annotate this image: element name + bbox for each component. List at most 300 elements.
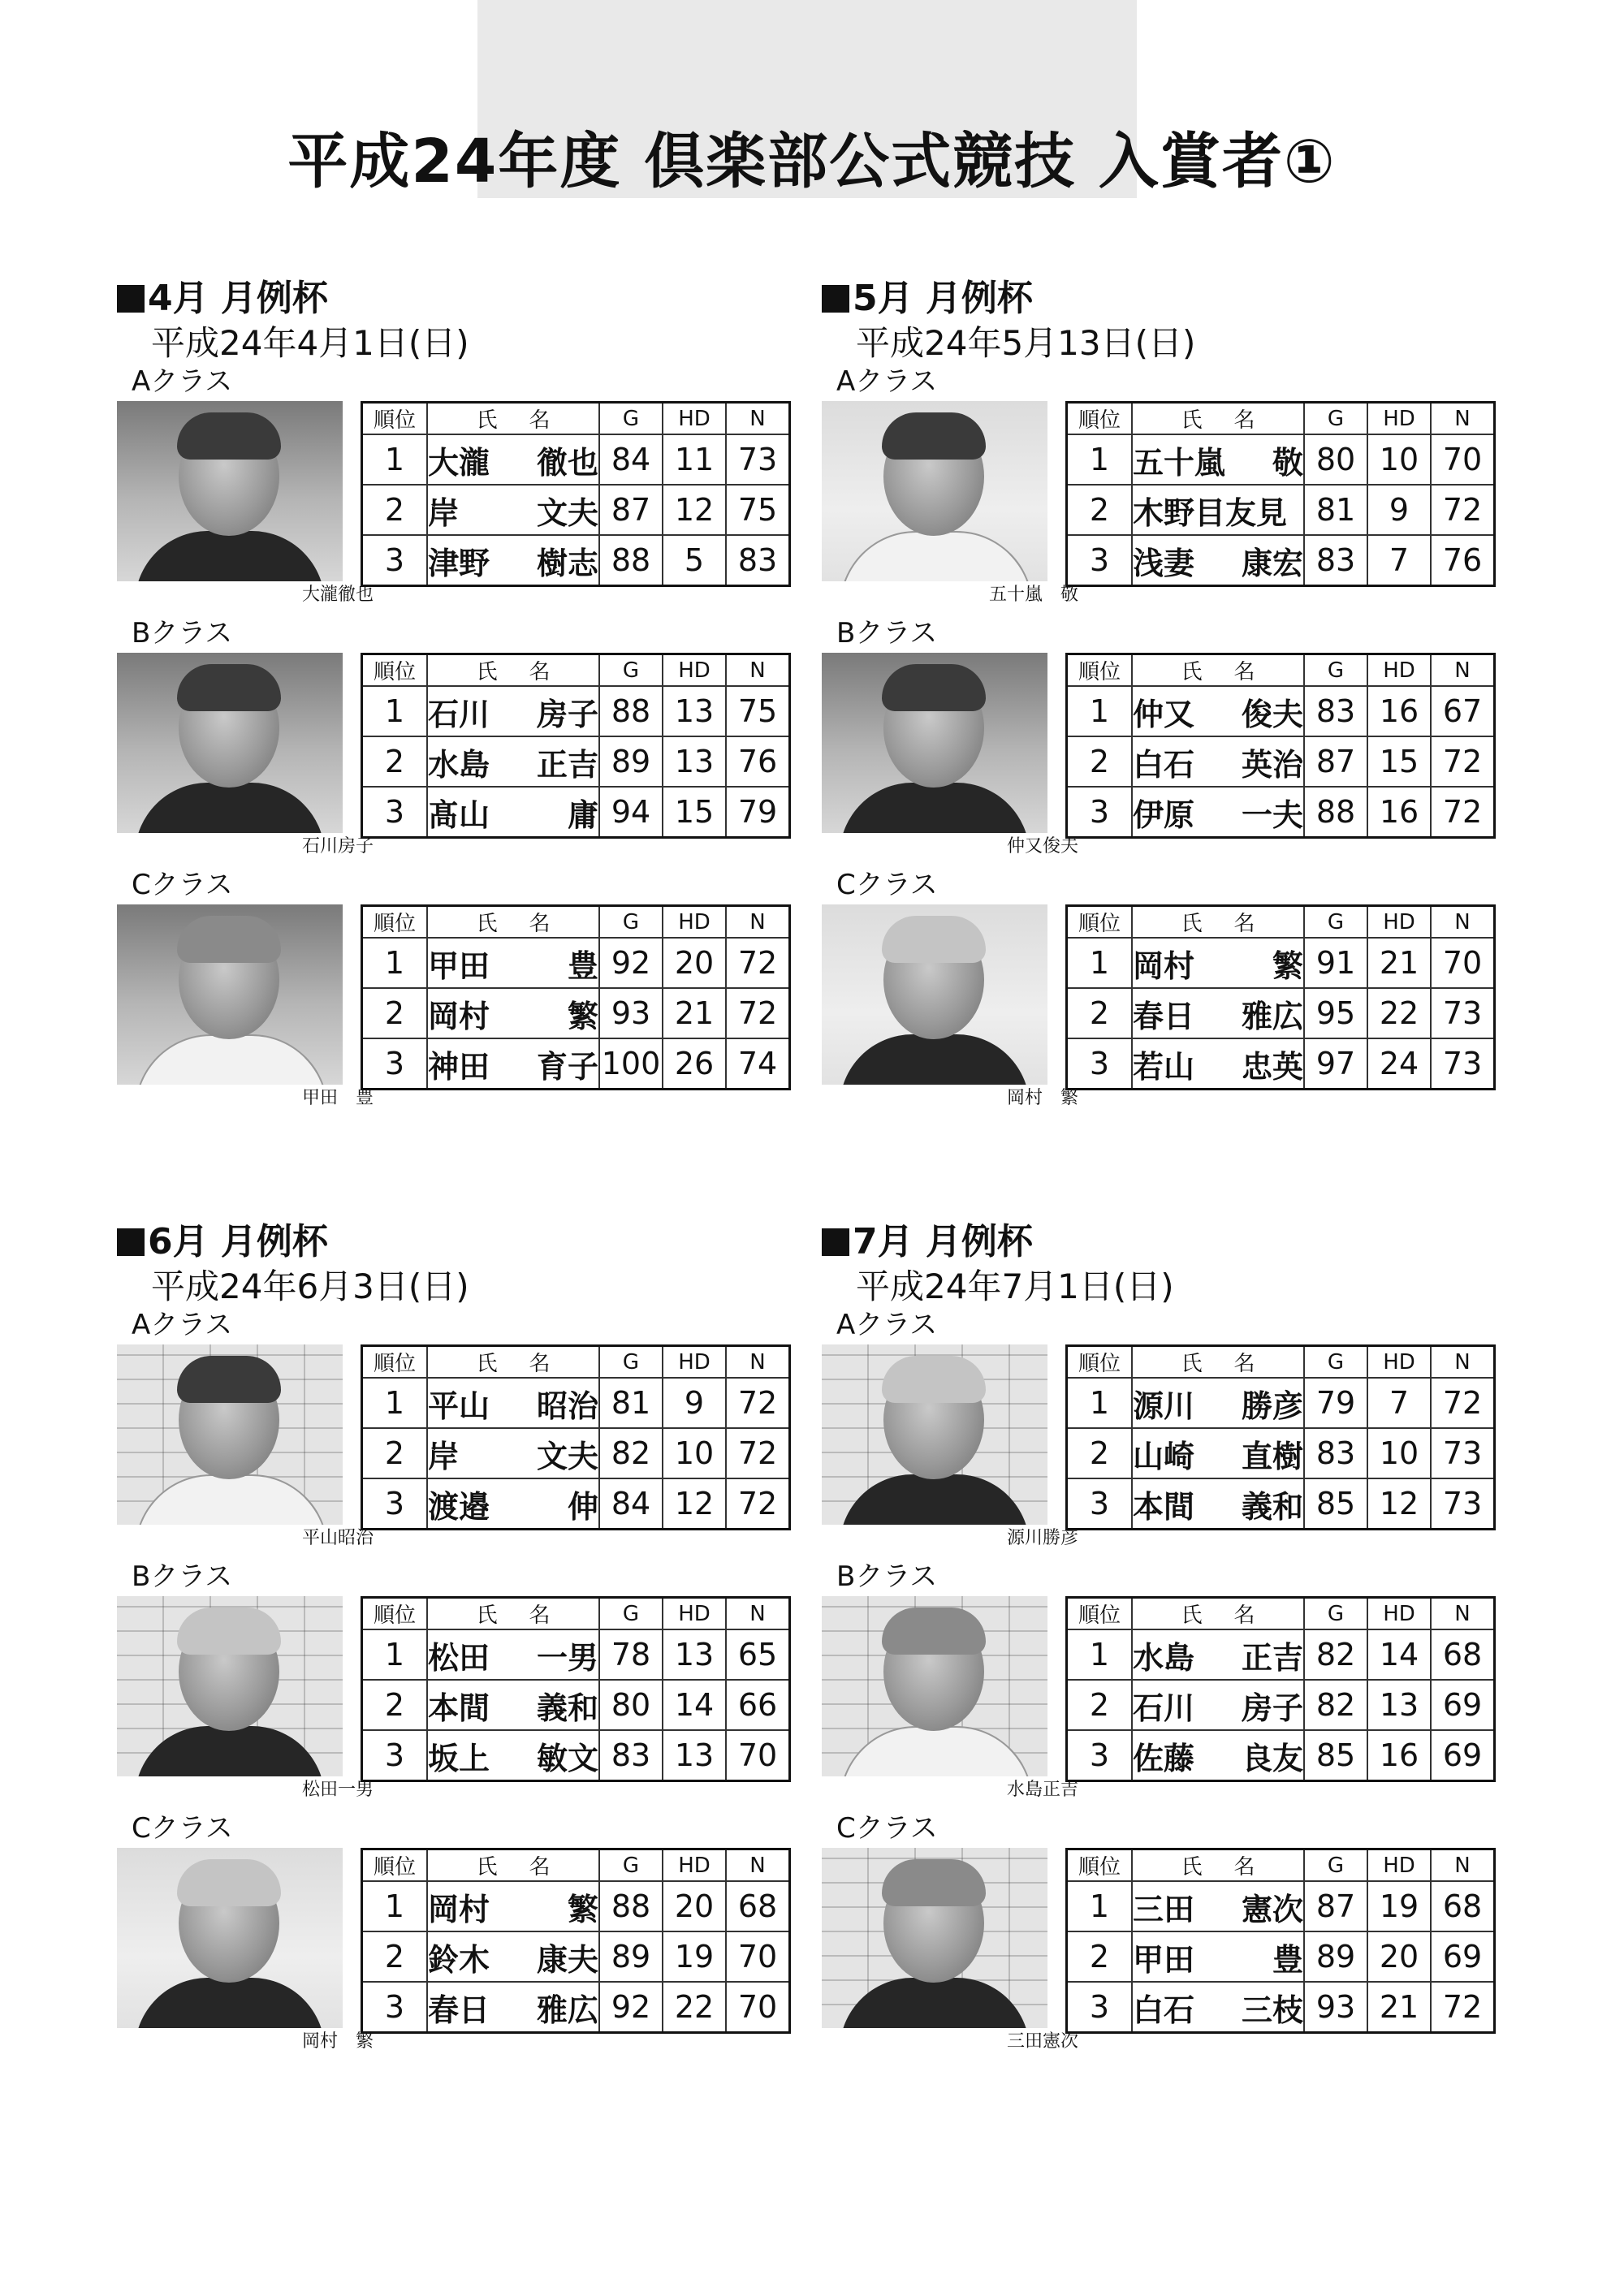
winner-photo <box>117 653 343 833</box>
header-n: N <box>1431 1598 1495 1630</box>
photo-caption: 水島正吉 <box>1006 1780 1078 1800</box>
cell-name <box>1132 1730 1304 1781</box>
table-row <box>1067 535 1495 586</box>
cell-rank: 1 <box>362 686 428 736</box>
cell-name <box>1132 686 1304 736</box>
cell-n: 65 <box>726 1629 790 1680</box>
photo-hair-shape <box>177 1356 281 1403</box>
class-label: Aクラス <box>836 365 938 398</box>
photo-body-shape <box>135 1474 328 1525</box>
cell-name-wrap <box>428 1884 598 1929</box>
cell-name-wrap <box>428 740 598 784</box>
header-g: G <box>599 654 663 687</box>
cell-rank: 3 <box>362 787 428 838</box>
winner-photo <box>822 653 1047 833</box>
cell-name-wrap <box>1133 1633 1303 1677</box>
cell-given-name: 英治 <box>1241 746 1303 783</box>
class-label: Cクラス <box>132 1812 233 1845</box>
header-n: N <box>726 1346 790 1379</box>
photo-hair-shape <box>882 916 986 963</box>
cell-name <box>427 485 599 535</box>
header-rank: 順位 <box>362 1849 428 1882</box>
cell-g: 84 <box>599 1478 663 1530</box>
header-name-1: 氏 <box>476 1603 498 1628</box>
cell-hd: 13 <box>663 1730 726 1781</box>
table-header-row <box>1067 403 1495 435</box>
class-block <box>117 869 807 1120</box>
cell-rank: 2 <box>1067 736 1133 787</box>
header-rank: 順位 <box>1067 403 1133 435</box>
cell-name-wrap <box>1133 991 1303 1036</box>
table-row <box>362 686 790 736</box>
photo-caption: 岡村 繁 <box>1006 1088 1078 1108</box>
cell-name-wrap <box>428 941 598 986</box>
cell-hd: 21 <box>663 988 726 1038</box>
cell-rank: 2 <box>362 1680 428 1730</box>
cell-g: 91 <box>1304 938 1367 988</box>
photo-caption: 石川房子 <box>301 836 374 857</box>
cell-name-wrap <box>1133 689 1303 734</box>
results-table <box>361 904 791 1090</box>
cell-family-name: 津野 <box>428 545 490 581</box>
winner-photo <box>822 1848 1047 2028</box>
photo-hair-shape <box>882 412 986 460</box>
cell-rank: 3 <box>362 535 428 586</box>
header-n: N <box>1431 1849 1495 1882</box>
cell-name-wrap <box>1133 1431 1303 1476</box>
class-block <box>822 1309 1512 1560</box>
header-g: G <box>599 1598 663 1630</box>
cell-n: 79 <box>726 787 790 838</box>
table-row <box>362 1478 790 1530</box>
cell-given-name: 三枝 <box>1241 1992 1303 2028</box>
cell-hd: 13 <box>663 686 726 736</box>
cell-name-wrap <box>428 991 598 1036</box>
cell-g: 97 <box>1304 1038 1367 1090</box>
cell-g: 83 <box>599 1730 663 1781</box>
square-bullet-icon <box>822 285 849 313</box>
cell-hd: 9 <box>1367 485 1431 535</box>
cell-name-wrap <box>1133 1482 1303 1526</box>
cell-name <box>1132 1931 1304 1982</box>
table-row <box>1067 1680 1495 1730</box>
header-name-wrap <box>428 404 598 434</box>
header-name-wrap <box>428 655 598 685</box>
cell-name <box>1132 1982 1304 2033</box>
cell-name <box>427 1629 599 1680</box>
header-name-1: 氏 <box>1181 912 1203 936</box>
cell-g: 85 <box>1304 1730 1367 1781</box>
cell-rank: 3 <box>1067 1478 1133 1530</box>
cell-n: 70 <box>726 1982 790 2033</box>
photo-caption: 五十嵐 敬 <box>988 585 1078 605</box>
cell-given-name: 直樹 <box>1241 1438 1303 1474</box>
photo-body-shape <box>840 1726 1033 1776</box>
results-table <box>1065 904 1496 1090</box>
photo-caption: 甲田 豊 <box>301 1088 374 1108</box>
cell-hd: 12 <box>1367 1478 1431 1530</box>
cell-family-name: 神田 <box>428 1048 490 1085</box>
cell-family-name: 春日 <box>428 1992 490 2028</box>
header-rank: 順位 <box>1067 1598 1133 1630</box>
cell-name <box>1132 485 1304 535</box>
winner-photo <box>822 904 1047 1085</box>
results-table <box>361 1596 791 1782</box>
winner-photo <box>822 401 1047 581</box>
results-table <box>1065 1596 1496 1782</box>
cell-rank: 2 <box>1067 988 1133 1038</box>
table-row <box>1067 1478 1495 1530</box>
cell-given-name: 徹也 <box>536 444 598 481</box>
cell-given-name: 文夫 <box>536 494 598 531</box>
table-header-row <box>362 1346 790 1379</box>
cell-family-name: 岸 <box>428 1438 460 1474</box>
header-name-2: 名 <box>529 1603 551 1628</box>
cell-n: 73 <box>1431 1038 1495 1090</box>
header-rank: 順位 <box>362 403 428 435</box>
results-table <box>361 1344 791 1530</box>
header-name-2: 名 <box>1233 1855 1255 1880</box>
header-name-2: 名 <box>1233 1603 1255 1628</box>
cell-name-wrap <box>428 538 598 583</box>
cell-g: 79 <box>1304 1378 1367 1428</box>
square-bullet-icon <box>117 1228 145 1256</box>
header-name-wrap <box>428 1850 598 1880</box>
winner-photo <box>822 1596 1047 1776</box>
header-hd: HD <box>1367 906 1431 939</box>
header-name-wrap <box>428 907 598 937</box>
cell-n: 72 <box>1431 1982 1495 2033</box>
cell-g: 82 <box>1304 1680 1367 1730</box>
table-row <box>1067 1428 1495 1478</box>
cell-given-name: 繁 <box>567 998 598 1034</box>
cell-family-name: 大瀧 <box>428 444 490 481</box>
header-n: N <box>1431 906 1495 939</box>
photo-caption: 平山昭治 <box>301 1528 374 1548</box>
cell-hd: 13 <box>663 1629 726 1680</box>
cell-rank: 1 <box>1067 434 1133 485</box>
cell-g: 93 <box>599 988 663 1038</box>
cell-rank: 2 <box>1067 1428 1133 1478</box>
cell-n: 69 <box>1431 1730 1495 1781</box>
cell-given-name: 義和 <box>1241 1488 1303 1525</box>
cell-n: 73 <box>1431 1478 1495 1530</box>
cell-n: 72 <box>726 1378 790 1428</box>
cell-name <box>427 1038 599 1090</box>
table-row <box>362 1982 790 2033</box>
header-name-wrap <box>428 1347 598 1377</box>
cell-name-wrap <box>1133 790 1303 835</box>
cell-n: 75 <box>726 485 790 535</box>
table-row <box>1067 1378 1495 1428</box>
header-n: N <box>726 1598 790 1630</box>
header-name <box>1132 1346 1304 1379</box>
cell-name <box>427 736 599 787</box>
results-table <box>361 653 791 839</box>
cell-n: 76 <box>726 736 790 787</box>
cell-name-wrap <box>428 1381 598 1426</box>
photo-caption: 仲又俊夫 <box>1006 836 1078 857</box>
header-name-2: 名 <box>1233 912 1255 936</box>
header-name <box>1132 1849 1304 1882</box>
cell-name-wrap <box>1133 1985 1303 2030</box>
header-rank: 順位 <box>1067 906 1133 939</box>
photo-caption: 三田憲次 <box>1006 2031 1078 2052</box>
header-name <box>1132 403 1304 435</box>
cell-n: 73 <box>726 434 790 485</box>
table-row <box>1067 736 1495 787</box>
header-g: G <box>1304 403 1367 435</box>
header-name-2: 名 <box>529 912 551 936</box>
header-name-1: 氏 <box>476 660 498 684</box>
cell-family-name: 源川 <box>1133 1388 1195 1424</box>
cell-family-name: 山崎 <box>1133 1438 1195 1474</box>
class-block <box>822 869 1512 1120</box>
cell-n: 72 <box>726 1478 790 1530</box>
table-row <box>1067 1629 1495 1680</box>
cell-rank: 3 <box>362 1478 428 1530</box>
header-n: N <box>1431 654 1495 687</box>
cell-name <box>1132 787 1304 838</box>
winner-photo <box>117 401 343 581</box>
cell-hd: 13 <box>663 736 726 787</box>
cell-name <box>427 1982 599 2033</box>
header-g: G <box>599 403 663 435</box>
cell-g: 100 <box>599 1038 663 1090</box>
cell-given-name: 文夫 <box>536 1438 598 1474</box>
cell-rank: 1 <box>1067 938 1133 988</box>
class-label: Cクラス <box>132 869 233 901</box>
cell-n: 69 <box>1431 1680 1495 1730</box>
cell-given-name: 豊 <box>567 947 598 984</box>
class-label: Bクラス <box>132 1560 233 1593</box>
photo-hair-shape <box>882 1356 986 1403</box>
photo-body-shape <box>840 1034 1030 1085</box>
cell-n: 72 <box>726 938 790 988</box>
table-row <box>1067 686 1495 736</box>
cell-name <box>1132 1428 1304 1478</box>
cell-name-wrap <box>428 1733 598 1778</box>
cell-hd: 14 <box>1367 1629 1431 1680</box>
header-name <box>1132 1598 1304 1630</box>
cell-family-name: 三田 <box>1133 1891 1195 1927</box>
header-name <box>427 1598 599 1630</box>
header-name-wrap <box>1133 1599 1303 1629</box>
cell-g: 83 <box>1304 1428 1367 1478</box>
cell-hd: 9 <box>663 1378 726 1428</box>
header-name-2: 名 <box>1233 660 1255 684</box>
header-rank: 順位 <box>1067 1849 1133 1882</box>
cell-g: 82 <box>599 1428 663 1478</box>
class-label: Bクラス <box>836 1560 938 1593</box>
cell-name-wrap <box>1133 1884 1303 1929</box>
table-row <box>362 1881 790 1931</box>
section-heading-text: 5月 月例杯 <box>853 278 1033 319</box>
header-hd: HD <box>663 654 726 687</box>
table-row <box>1067 787 1495 838</box>
cell-hd: 22 <box>1367 988 1431 1038</box>
cell-name <box>1132 434 1304 485</box>
cell-given-name: 一男 <box>536 1639 598 1676</box>
cell-hd: 7 <box>1367 1378 1431 1428</box>
winner-photo <box>117 904 343 1085</box>
cell-family-name: 浅妻 <box>1133 545 1195 581</box>
table-row <box>362 938 790 988</box>
cell-family-name: 若山 <box>1133 1048 1195 1085</box>
cell-family-name: 仲又 <box>1133 696 1195 732</box>
cell-name-wrap <box>1133 1381 1303 1426</box>
table-header-row <box>362 403 790 435</box>
cell-rank: 1 <box>1067 1378 1133 1428</box>
header-g: G <box>599 1346 663 1379</box>
cell-given-name: 忠英 <box>1241 1048 1303 1085</box>
cell-name-wrap <box>1133 740 1303 784</box>
header-g: G <box>599 1849 663 1882</box>
cell-family-name: 石川 <box>1133 1690 1195 1726</box>
cell-family-name: 渡邉 <box>428 1488 490 1525</box>
cell-hd: 14 <box>663 1680 726 1730</box>
photo-body-shape <box>840 531 1033 581</box>
header-name-1: 氏 <box>1181 408 1203 433</box>
cell-n: 70 <box>1431 938 1495 988</box>
header-n: N <box>726 906 790 939</box>
photo-hair-shape <box>882 664 986 711</box>
cell-hd: 22 <box>663 1982 726 2033</box>
photo-body-shape <box>135 531 325 581</box>
header-n: N <box>726 1849 790 1882</box>
cell-hd: 10 <box>1367 434 1431 485</box>
cell-family-name: 石川 <box>428 696 490 732</box>
header-hd: HD <box>663 1849 726 1882</box>
cell-g: 83 <box>1304 535 1367 586</box>
cell-name <box>427 1881 599 1931</box>
cell-name-wrap <box>428 1985 598 2030</box>
cell-name <box>1132 1378 1304 1428</box>
header-name-1: 氏 <box>476 912 498 936</box>
cell-name <box>1132 736 1304 787</box>
header-name-2: 名 <box>1233 1352 1255 1376</box>
table-header-row <box>1067 1849 1495 1882</box>
winner-photo <box>117 1596 343 1776</box>
table-row <box>362 485 790 535</box>
photo-body-shape <box>135 1726 325 1776</box>
cell-given-name: 正吉 <box>536 746 598 783</box>
class-block <box>117 1812 807 2064</box>
winner-photo <box>117 1848 343 2028</box>
header-hd: HD <box>1367 1346 1431 1379</box>
cell-name-wrap <box>428 488 598 533</box>
photo-body-shape <box>135 1978 325 2028</box>
cell-rank: 2 <box>362 1428 428 1478</box>
cell-rank: 1 <box>362 938 428 988</box>
section-heading-text: 6月 月例杯 <box>148 1221 328 1262</box>
cell-name-wrap <box>428 689 598 734</box>
table-row <box>362 1629 790 1680</box>
cell-rank: 3 <box>1067 1982 1133 2033</box>
cell-g: 87 <box>1304 736 1367 787</box>
cell-given-name: 正吉 <box>1241 1639 1303 1676</box>
winner-photo <box>117 1344 343 1525</box>
cell-hd: 10 <box>663 1428 726 1478</box>
header-n: N <box>1431 403 1495 435</box>
photo-hair-shape <box>177 916 281 963</box>
cell-hd: 19 <box>1367 1881 1431 1931</box>
header-hd: HD <box>1367 654 1431 687</box>
table-row <box>362 736 790 787</box>
table-row <box>1067 485 1495 535</box>
cell-family-name: 本間 <box>428 1690 490 1726</box>
cell-g: 88 <box>599 686 663 736</box>
header-hd: HD <box>663 906 726 939</box>
section-heading <box>822 1219 1512 1265</box>
cell-rank: 3 <box>1067 535 1133 586</box>
table-row <box>362 1038 790 1090</box>
header-g: G <box>1304 1849 1367 1882</box>
section-heading-text: 7月 月例杯 <box>853 1221 1033 1262</box>
section-date: 平成24年7月1日(日) <box>856 1267 1174 1306</box>
cell-n: 72 <box>726 1428 790 1478</box>
header-name-1: 氏 <box>1181 1855 1203 1880</box>
class-label: Aクラス <box>132 365 233 398</box>
section-date: 平成24年4月1日(日) <box>151 323 469 363</box>
cell-name <box>427 938 599 988</box>
table-header-row <box>362 1849 790 1882</box>
cell-hd: 12 <box>663 485 726 535</box>
cell-given-name: 昭治 <box>536 1388 598 1424</box>
cell-name <box>427 787 599 838</box>
header-name <box>1132 906 1304 939</box>
square-bullet-icon <box>822 1228 849 1256</box>
class-label: Aクラス <box>836 1309 938 1341</box>
month-section <box>822 1219 1512 2064</box>
cell-name <box>1132 1629 1304 1680</box>
cell-given-name: 敬 <box>1272 444 1303 481</box>
cell-hd: 12 <box>663 1478 726 1530</box>
cell-g: 89 <box>599 1931 663 1982</box>
cell-name <box>427 1931 599 1982</box>
cell-given-name: 豊 <box>1272 1941 1303 1978</box>
header-name-2: 名 <box>529 1855 551 1880</box>
cell-family-name: 木野目友見 <box>1133 494 1288 531</box>
cell-given-name: 房子 <box>1241 1690 1303 1726</box>
cell-family-name: 甲田 <box>1133 1941 1195 1978</box>
month-section <box>117 1219 807 2064</box>
cell-given-name: 良友 <box>1241 1740 1303 1776</box>
cell-n: 69 <box>1431 1931 1495 1982</box>
header-g: G <box>599 906 663 939</box>
cell-rank: 1 <box>1067 686 1133 736</box>
class-block <box>117 1560 807 1812</box>
cell-name <box>427 535 599 586</box>
cell-given-name: 房子 <box>536 696 598 732</box>
cell-hd: 20 <box>663 1881 726 1931</box>
header-name-1: 氏 <box>476 1855 498 1880</box>
results-table <box>1065 1848 1496 2034</box>
header-name-wrap <box>428 1599 598 1629</box>
cell-family-name: 鈴木 <box>428 1941 490 1978</box>
header-hd: HD <box>1367 403 1431 435</box>
cell-n: 72 <box>1431 485 1495 535</box>
table-row <box>1067 1730 1495 1781</box>
cell-g: 87 <box>1304 1881 1367 1931</box>
cell-rank: 1 <box>362 434 428 485</box>
table-row <box>1067 434 1495 485</box>
cell-n: 70 <box>726 1730 790 1781</box>
cell-g: 82 <box>1304 1629 1367 1680</box>
cell-hd: 24 <box>1367 1038 1431 1090</box>
class-label: Bクラス <box>836 617 938 650</box>
cell-family-name: 岡村 <box>428 998 490 1034</box>
